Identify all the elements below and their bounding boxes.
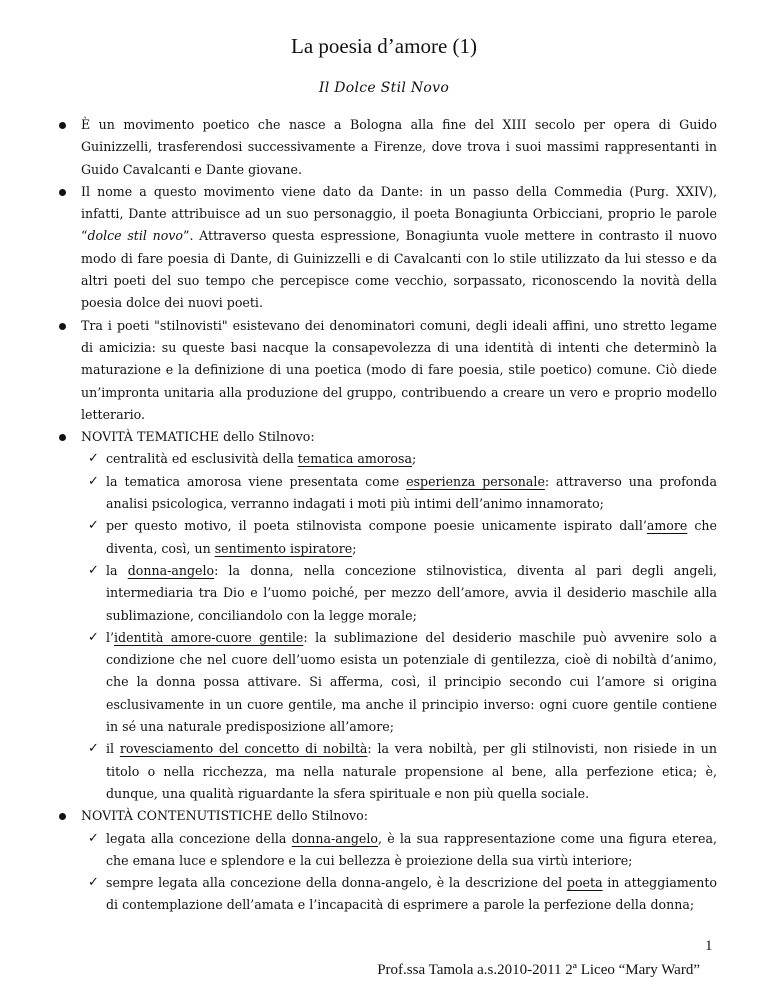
bullet-icon xyxy=(59,122,66,129)
list-item: È un movimento poetico che nasce a Bologna alla fine del XIII secolo per opera di Guido Guinizzelli, trasferendosi successivamente a Firenze, dove trova i suoi massimi rappresentanti in Guido Cavalcanti e Dante giovane. xyxy=(81,114,717,181)
checkmark-icon: ✓ xyxy=(88,875,99,891)
page-title: La poesia d’amore (1) xyxy=(291,34,477,58)
bullet-icon xyxy=(59,434,66,441)
checkmark-icon: ✓ xyxy=(88,562,99,578)
check-item: ✓ la tematica amorosa viene presentata come esperienza personale: attraverso una profonda analisi psicologica, verranno indagati i moti più intimi dell’animo innamorato; xyxy=(106,471,717,516)
checkmark-icon: ✓ xyxy=(88,518,99,534)
list-item: Tra i poeti "stilnovisti" esistevano dei denominatori comuni, degli ideali affini, uno stretto legame di amicizia: su queste basi nacque la consapevolezza di una identità di intenti che determinò la maturazione e la definizione di una poetica (modo di fare poesia, stile poetico) comune. Ciò diede un’impronta unitaria alla produzione del gruppo, contribuendo a creare un vero e proprio modello letterario. xyxy=(81,315,717,426)
check-item: ✓ centralità ed esclusività della tematica amorosa; xyxy=(106,448,717,470)
checkmark-icon: ✓ xyxy=(88,629,99,645)
check-item: ✓ il rovesciamento del concetto di nobiltà: la vera nobiltà, per gli stilnovisti, non risiede in un titolo o nella ricchezza, ma nella naturale propensione al bene, alla perfezione etica; è, dunque, una qualità riguardante la sfera spirituale e non più quella sociale. xyxy=(106,738,717,805)
section-subtitle: Il Dolce Stil Novo xyxy=(318,80,450,96)
list-item: NOVITÀ CONTENUTISTICHE dello Stilnovo: xyxy=(81,805,717,827)
list-item: NOVITÀ TEMATICHE dello Stilnovo: xyxy=(81,426,717,448)
check-item: ✓ la donna-angelo: la donna, nella concezione stilnovistica, diventa al pari degli angeli, intermediaria tra Dio e l’uomo poiché, per mezzo dell’amore, avvia il desiderio maschile alla sublimazione, conciliandolo con la legge morale; xyxy=(106,560,717,627)
checkmark-icon: ✓ xyxy=(88,741,99,757)
page-footer: Prof.ssa Tamola a.s.2010-2011 2ª Liceo “Mary Ward” xyxy=(377,962,700,978)
bullet-icon xyxy=(59,189,66,196)
bullet-icon xyxy=(59,813,66,820)
check-item: ✓ per questo motivo, il poeta stilnovista compone poesie unicamente ispirato dall’amore che diventa, così, un sentimento ispiratore; xyxy=(106,515,717,560)
checkmark-icon: ✓ xyxy=(88,451,99,467)
check-item: ✓ sempre legata alla concezione della donna-angelo, è la descrizione del poeta in atteggiamento di contemplazione dell’amata e l’incapacità di esprimere a parole la perfezione della donna; xyxy=(106,872,717,917)
quote-emphasis: dolce stil novo xyxy=(87,228,183,244)
check-item: ✓ legata alla concezione della donna-angelo, è la sua rappresentazione come una figura eterea, che emana luce e splendore e la cui bellezza è proiezione della sua virtù interiore; xyxy=(106,828,717,873)
check-item: ✓ l’identità amore-cuore gentile: la sublimazione del desiderio maschile può avvenire solo a condizione che nel cuore dell’uomo esista un potenziale di gentilezza, cioè di nobiltà d’animo, che la donna possa attivare. Si afferma, così, il principio secondo cui l’amore si origina esclusivamente in un cuore gentile, ma anche il principio inverso: ogni cuore gentile contiene in sé una naturale predisposizione all’amore; xyxy=(106,627,717,738)
checkmark-icon: ✓ xyxy=(88,473,99,489)
document-body xyxy=(0,114,768,917)
checkmark-icon: ✓ xyxy=(88,830,99,846)
bullet-icon xyxy=(59,323,66,330)
list-item: Il nome a questo movimento viene dato da Dante: in un passo della Commedia (Purg. XXIV), infatti, Dante attribuisce ad un suo personaggio, il poeta Bonagiunta Orbicciani, proprio le parole “dolce stil novo”. Attraverso questa espressione, Bonagiunta vuole mettere in contrasto il nuovo modo di fare poesia di Dante, di Guinizzelli e di Cavalcanti con lo stile utilizzato da lui stesso e da altri poeti del suo tempo che percepisce come vecchio, sorpassato, riconoscendo la novità della poesia dolce dei nuovi poeti. xyxy=(81,181,717,315)
page-number: 1 xyxy=(705,938,713,954)
